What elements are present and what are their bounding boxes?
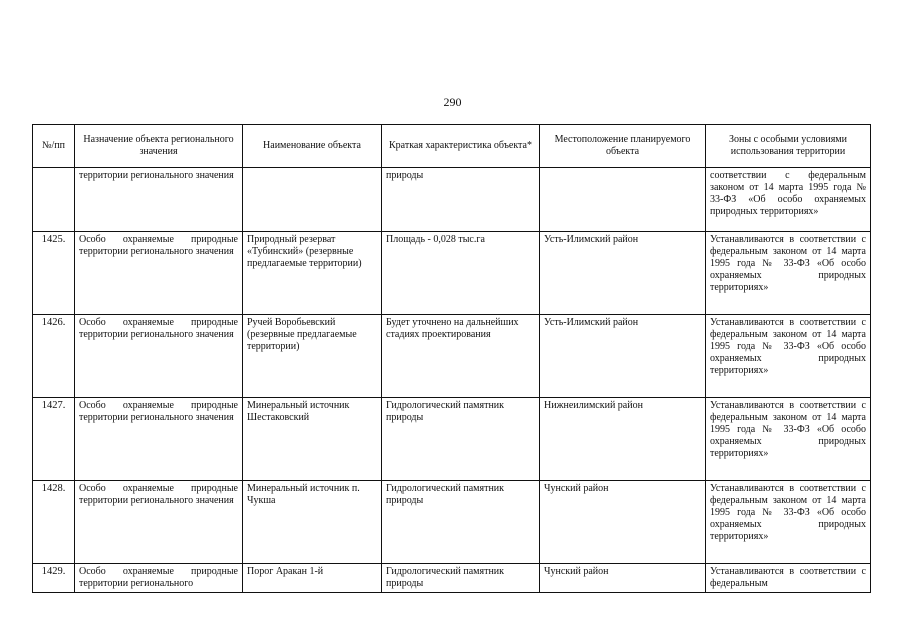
row-zones: Устанавливаются в соответствии с федеральным xyxy=(706,564,871,593)
row-zones: Устанавливаются в соответствии с федеральным законом от 14 марта 1995 года № 33-ФЗ «Об особо охраняемых природных территориях» xyxy=(706,398,871,481)
table-row xyxy=(33,168,871,232)
row-location: Нижнеилимский район xyxy=(540,398,706,481)
header-name: Наименование объекта xyxy=(243,125,382,168)
row-name: Порог Аракан 1-й xyxy=(243,564,382,593)
row-characteristics: Площадь - 0,028 тыс.га xyxy=(382,232,540,315)
row-name: Минеральный источник Шестаковский xyxy=(243,398,382,481)
objects-table xyxy=(32,124,871,593)
row-number: 1425. xyxy=(33,232,75,315)
row-purpose: Особо охраняемые природные территории регионального значения xyxy=(75,398,243,481)
row-location xyxy=(540,168,706,232)
header-purpose: Назначение объекта регионального значения xyxy=(75,125,243,168)
row-number: 1426. xyxy=(33,315,75,398)
row-purpose: Особо охраняемые природные территории регионального значения xyxy=(75,232,243,315)
row-name: Минеральный источник п. Чукша xyxy=(243,481,382,564)
table-row xyxy=(33,232,871,315)
row-number: 1427. xyxy=(33,398,75,481)
row-location: Усть-Илимский район xyxy=(540,315,706,398)
header-number: №/пп xyxy=(33,125,75,168)
row-zones: Устанавливаются в соответствии с федеральным законом от 14 марта 1995 года № 33-ФЗ «Об особо охраняемых природных территориях» xyxy=(706,315,871,398)
row-zones: Устанавливаются в соответствии с федеральным законом от 14 марта 1995 года № 33-ФЗ «Об особо охраняемых природных территориях» xyxy=(706,481,871,564)
row-purpose: Особо охраняемые природные территории регионального xyxy=(75,564,243,593)
table-row xyxy=(33,564,871,593)
table-row xyxy=(33,315,871,398)
row-location: Чунский район xyxy=(540,481,706,564)
row-name: Природный резерват «Тубинский» (резервные предлагаемые территории) xyxy=(243,232,382,315)
page-number: 290 xyxy=(443,95,462,109)
row-number xyxy=(33,168,75,232)
row-characteristics: Гидрологический памятник природы xyxy=(382,564,540,593)
row-characteristics: природы xyxy=(382,168,540,232)
row-name xyxy=(243,168,382,232)
row-zones: соответствии с федеральным законом от 14 марта 1995 года № 33-ФЗ «Об особо охраняемых природных территориях» xyxy=(706,168,871,232)
row-characteristics: Будет уточнено на дальнейших стадиях проектирования xyxy=(382,315,540,398)
row-number: 1428. xyxy=(33,481,75,564)
table-row xyxy=(33,398,871,481)
row-characteristics: Гидрологический памятник природы xyxy=(382,481,540,564)
header-characteristics: Краткая характеристика объекта* xyxy=(382,125,540,168)
header-location: Местоположение планируемого объекта xyxy=(540,125,706,168)
table-row xyxy=(33,481,871,564)
row-purpose: Особо охраняемые природные территории регионального значения xyxy=(75,481,243,564)
row-purpose: территории регионального значения xyxy=(75,168,243,232)
header-zones: Зоны с особыми условиями использования территории xyxy=(706,125,871,168)
row-location: Чунский район xyxy=(540,564,706,593)
row-zones: Устанавливаются в соответствии с федеральным законом от 14 марта 1995 года № 33-ФЗ «Об особо охраняемых природных территориях» xyxy=(706,232,871,315)
row-characteristics: Гидрологический памятник природы xyxy=(382,398,540,481)
row-name: Ручей Воробьевский (резервные предлагаемые территории) xyxy=(243,315,382,398)
table-header-row xyxy=(33,125,871,168)
row-purpose: Особо охраняемые природные территории регионального значения xyxy=(75,315,243,398)
row-location: Усть-Илимский район xyxy=(540,232,706,315)
row-number: 1429. xyxy=(33,564,75,593)
